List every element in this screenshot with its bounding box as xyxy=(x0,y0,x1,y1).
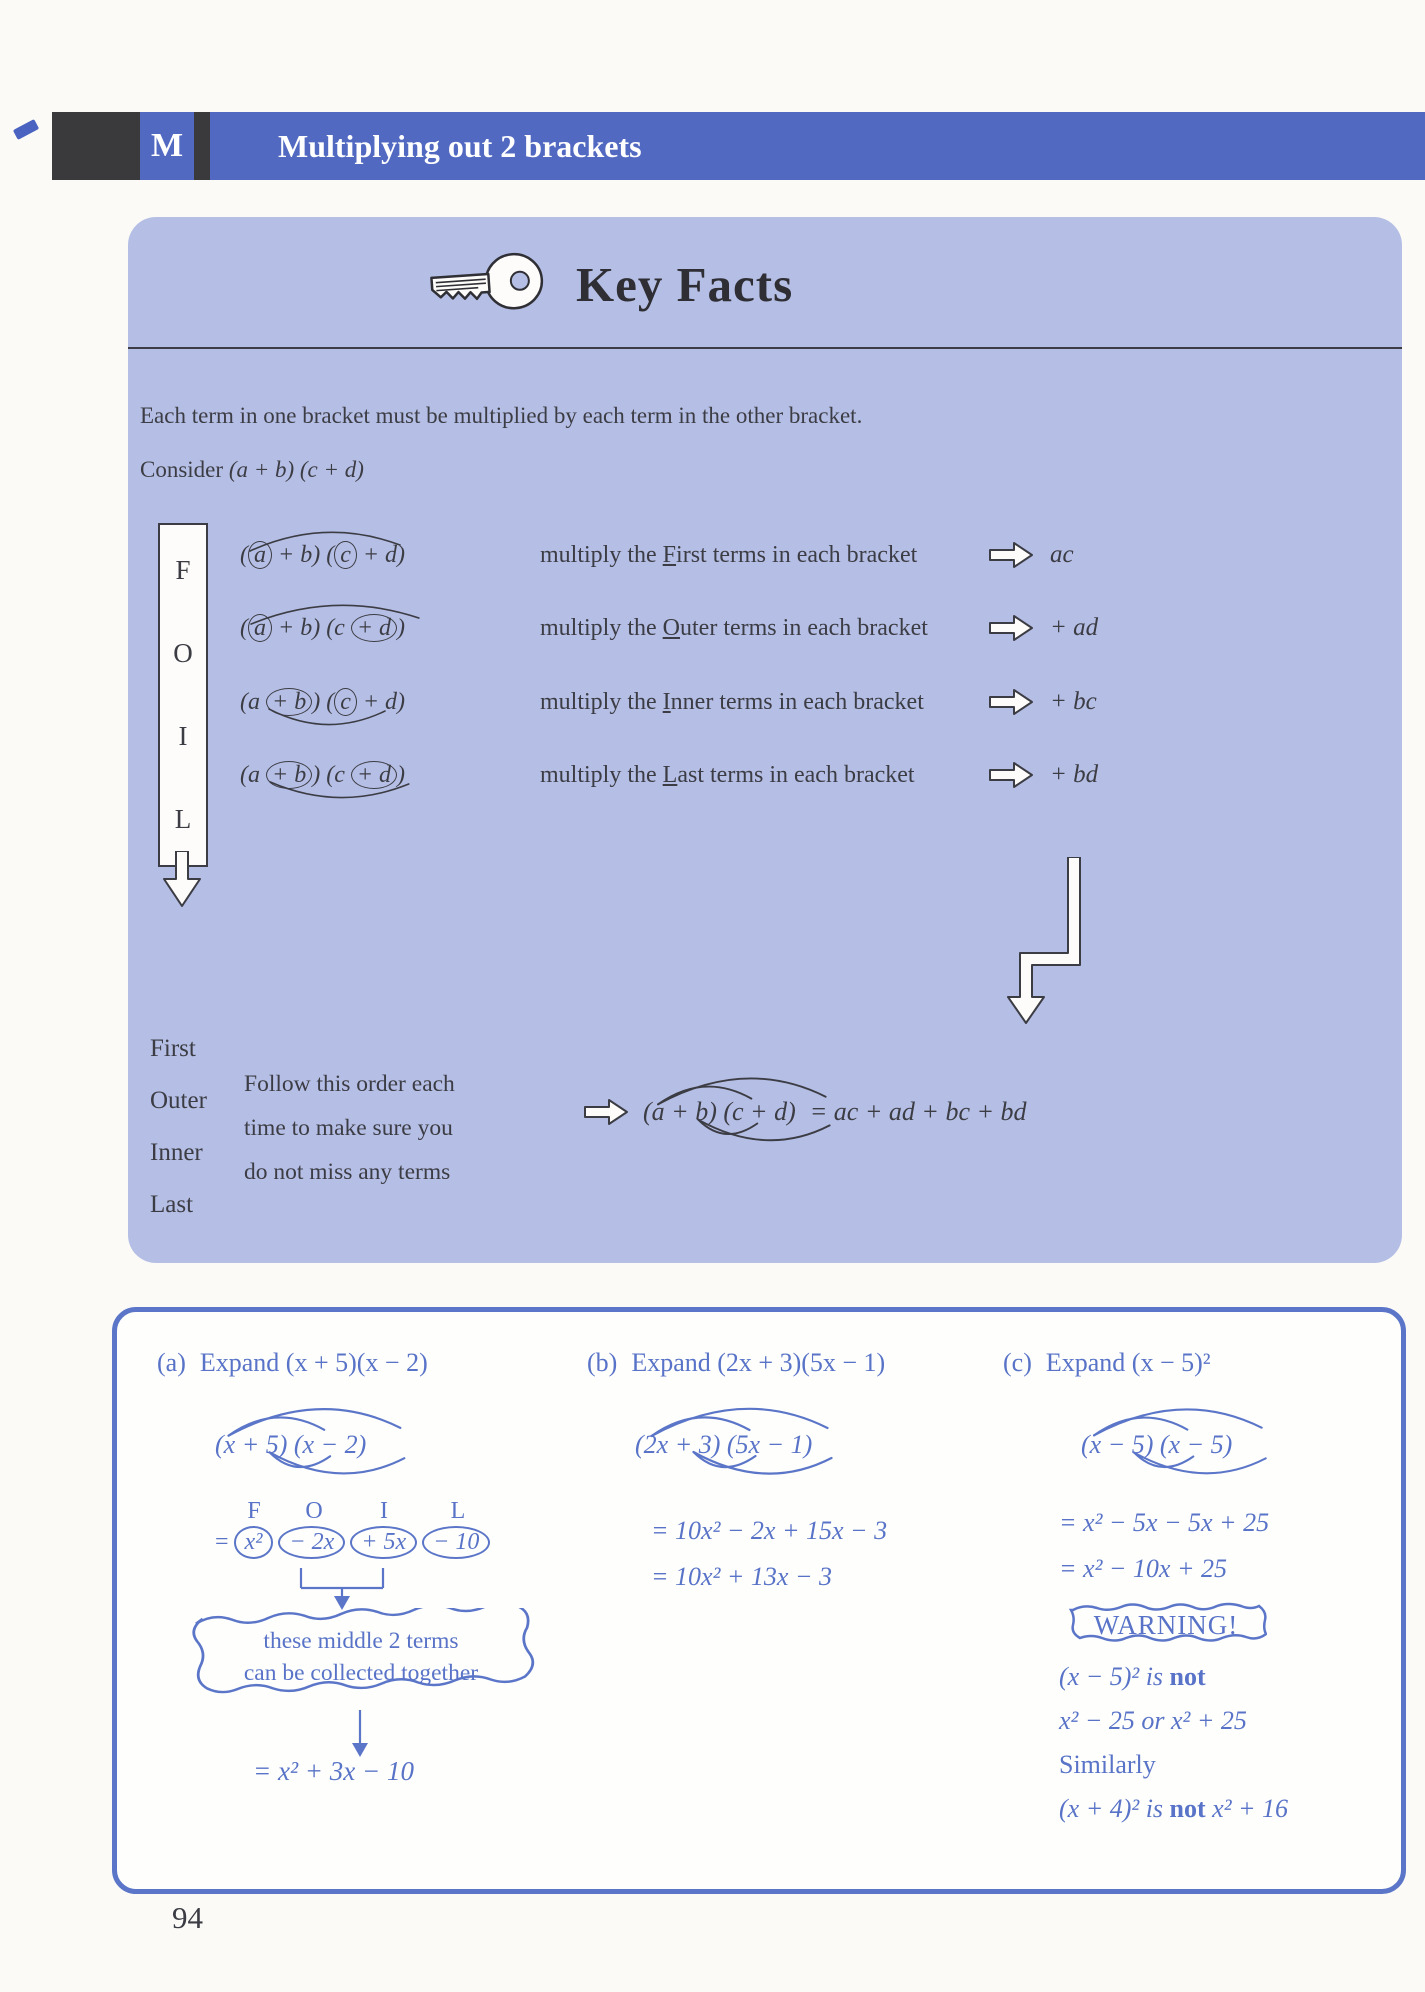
example-b-line1: = 10x² − 2x + 15x − 3 xyxy=(651,1516,888,1545)
down-arrow-icon xyxy=(347,1710,373,1758)
foil-letter-i: I xyxy=(380,1498,388,1524)
expr-part: ) xyxy=(397,761,406,788)
foil-result: + bc xyxy=(1050,688,1097,715)
example-a-expression: (x + 5) (x − 2) xyxy=(215,1430,367,1459)
arrow-right-icon xyxy=(988,540,1034,570)
example-a-label: (a) xyxy=(157,1348,186,1377)
expr-part: + b) (c xyxy=(272,614,351,641)
arcs-under-icon xyxy=(643,1113,843,1153)
foil-order-list xyxy=(150,1023,207,1231)
warn-text-bold: not xyxy=(1169,1794,1206,1823)
example-c-line2: = x² − 10x + 25 xyxy=(1059,1554,1228,1583)
foil-result: + ad xyxy=(1050,614,1099,641)
callout-text xyxy=(185,1608,537,1706)
circled-term: + d xyxy=(351,614,397,642)
term-oval-last: − 10 xyxy=(422,1526,490,1559)
key-facts-heading xyxy=(426,251,793,317)
order-word-inner: Inner xyxy=(150,1139,203,1166)
expr-part: (a xyxy=(240,688,266,715)
example-c-line1: = x² − 5x − 5x + 25 xyxy=(1059,1508,1270,1537)
key-icon xyxy=(424,247,552,321)
pen-mark xyxy=(13,119,39,140)
warning-title: WARNING! xyxy=(1093,1609,1239,1640)
expr-part: ( xyxy=(240,541,248,568)
foil-result: ac xyxy=(1050,541,1074,568)
arcs-under-icon xyxy=(1079,1446,1279,1486)
foil-row-inner xyxy=(240,679,1097,725)
callout-line: can be collected together xyxy=(243,1660,479,1686)
circled-term: c xyxy=(334,688,357,716)
multiply-label xyxy=(540,689,988,716)
expr-part: ) (c xyxy=(312,761,351,788)
page-title: Multiplying out 2 brackets xyxy=(210,112,1425,180)
note-line: time to make sure you xyxy=(244,1115,453,1141)
label-key: Outer terms in each bracket xyxy=(662,614,928,641)
expr-part: + b) ( xyxy=(272,541,335,568)
foil-row-last xyxy=(240,752,1098,798)
circled-term: + b xyxy=(266,761,312,789)
examples-box xyxy=(112,1307,1406,1894)
foil-letter-o: O xyxy=(305,1498,323,1524)
foil-row-first xyxy=(240,532,1074,578)
summary-result: = ac + ad + bc + bd xyxy=(809,1097,1027,1126)
order-word-last: Last xyxy=(150,1191,194,1218)
foil-letter-l: L xyxy=(450,1498,466,1524)
arcs-over-icon xyxy=(209,1404,414,1440)
arrow-right-icon xyxy=(988,613,1034,643)
order-word-first: First xyxy=(150,1035,196,1062)
arcs-over-icon xyxy=(1075,1404,1275,1440)
example-a-result: = x² + 3x − 10 xyxy=(253,1756,414,1786)
section-letter: M xyxy=(140,112,194,180)
example-c-warn-line3: Similarly xyxy=(1059,1750,1156,1779)
example-c-title: Expand (x − 5)² xyxy=(1045,1348,1211,1377)
note-line: do not miss any terms xyxy=(244,1159,451,1185)
expr-part: ) ( xyxy=(312,688,335,715)
expr-part: (a xyxy=(240,761,266,788)
example-c-warn-line4 xyxy=(1059,1794,1288,1824)
warn-text-bold: not xyxy=(1169,1662,1206,1691)
collect-bracket-icon xyxy=(295,1566,391,1612)
foil-expression xyxy=(240,761,540,789)
arc-under-icon xyxy=(262,778,417,808)
foil-letter-i: I xyxy=(178,721,188,751)
label-key: Last terms in each bracket xyxy=(662,761,915,788)
example-a-heading xyxy=(157,1348,428,1378)
circled-term: + d xyxy=(351,761,397,789)
divider-line xyxy=(128,347,1402,349)
example-c-warn-line2: x² − 25 or x² + 25 xyxy=(1059,1706,1247,1735)
expr-part: ( xyxy=(240,614,248,641)
header-bar xyxy=(52,112,1425,180)
label-lead: multiply the xyxy=(540,688,663,715)
circled-term: c xyxy=(334,541,357,569)
label-key: First terms in each bracket xyxy=(662,541,918,568)
foil-expression xyxy=(240,541,540,569)
foil-expression xyxy=(240,688,540,716)
example-c-label: (c) xyxy=(1003,1348,1032,1377)
example-a-expression-wrap xyxy=(215,1430,366,1460)
arcs-under-icon xyxy=(213,1446,418,1486)
example-c-heading xyxy=(1003,1348,1211,1378)
intro-text: Each term in one bracket must be multiplied by each term in the other bracket. xyxy=(140,403,863,428)
term-oval-inner: + 5x xyxy=(350,1526,417,1559)
elbow-arrow-icon xyxy=(1006,857,1091,1025)
foil-summary xyxy=(583,1097,1027,1127)
warn-text-part: (x − 5)² is xyxy=(1059,1662,1170,1691)
arcs-over-icon xyxy=(629,1404,844,1440)
circled-term: a xyxy=(248,614,272,642)
example-c-expression-wrap xyxy=(1081,1430,1232,1460)
term-oval-outer: − 2x xyxy=(278,1526,345,1559)
callout-cloud xyxy=(185,1608,537,1706)
order-word-outer: Outer xyxy=(150,1087,207,1114)
warn-text-part: (x + 4)² is xyxy=(1059,1794,1170,1823)
arrow-right-icon xyxy=(583,1097,629,1127)
down-arrow-icon xyxy=(162,851,202,909)
summary-expression: (a + b) (c + d) xyxy=(643,1097,796,1126)
consider-label: Consider xyxy=(140,457,229,482)
multiply-label xyxy=(540,762,988,789)
example-b-expression-wrap xyxy=(635,1430,812,1460)
warn-text-part: x² + 16 xyxy=(1205,1794,1289,1823)
expr-part: ) xyxy=(397,614,406,641)
label-lead: multiply the xyxy=(540,614,663,641)
header-dark-tab xyxy=(52,112,140,180)
label-lead: multiply the xyxy=(540,761,663,788)
example-a-title: Expand (x + 5)(x − 2) xyxy=(199,1348,428,1377)
expr-part: + d) xyxy=(356,541,406,568)
label-lead: multiply the xyxy=(540,541,663,568)
foil-box xyxy=(158,523,208,867)
warning-box xyxy=(1065,1600,1267,1650)
arrow-right-icon xyxy=(988,760,1034,790)
example-b-expression: (2x + 3) (5x − 1) xyxy=(635,1430,813,1459)
example-b-heading xyxy=(587,1348,885,1378)
arrow-right-icon xyxy=(988,687,1034,717)
key-facts-title: Key Facts xyxy=(576,256,794,312)
callout-line: these middle 2 terms xyxy=(263,1628,459,1654)
page-number: 94 xyxy=(172,1900,203,1935)
foil-letter-f: F xyxy=(175,555,191,585)
example-b-label: (b) xyxy=(587,1348,618,1377)
term-oval-first: x² xyxy=(234,1526,274,1559)
consider-expression: (a + b) (c + d) xyxy=(228,457,364,482)
label-key: Inner terms in each bracket xyxy=(662,688,924,715)
multiply-label xyxy=(540,542,988,569)
example-a-terms xyxy=(215,1526,490,1559)
summary-expression-wrap xyxy=(643,1097,796,1127)
consider-text xyxy=(140,457,364,483)
expr-part: + d) xyxy=(356,688,406,715)
circled-term: + b xyxy=(266,688,312,716)
example-c-expression: (x − 5) (x − 5) xyxy=(1081,1430,1233,1459)
foil-letter-f: F xyxy=(247,1498,261,1524)
equals-sign: = xyxy=(215,1529,229,1555)
foil-row-outer xyxy=(240,605,1098,651)
foil-result: + bd xyxy=(1050,761,1099,788)
arcs-over-icon xyxy=(639,1073,839,1109)
header-divider xyxy=(194,112,210,180)
circled-term: a xyxy=(248,541,272,569)
example-c-warn-line1 xyxy=(1059,1662,1206,1692)
multiply-label xyxy=(540,615,988,642)
arcs-under-icon xyxy=(633,1446,848,1486)
foil-letter-o: O xyxy=(173,638,193,668)
example-b-title: Expand (2x + 3)(5x − 1) xyxy=(631,1348,886,1377)
order-note xyxy=(244,1062,455,1194)
arc-over-icon xyxy=(240,527,410,555)
arc-over-icon xyxy=(240,600,430,628)
note-line: Follow this order each xyxy=(244,1071,455,1097)
example-b-line2: = 10x² + 13x − 3 xyxy=(651,1562,833,1591)
arc-under-icon xyxy=(262,705,392,735)
foil-expression xyxy=(240,614,540,642)
key-facts-panel xyxy=(128,217,1402,1263)
foil-letter-l: L xyxy=(174,804,192,834)
